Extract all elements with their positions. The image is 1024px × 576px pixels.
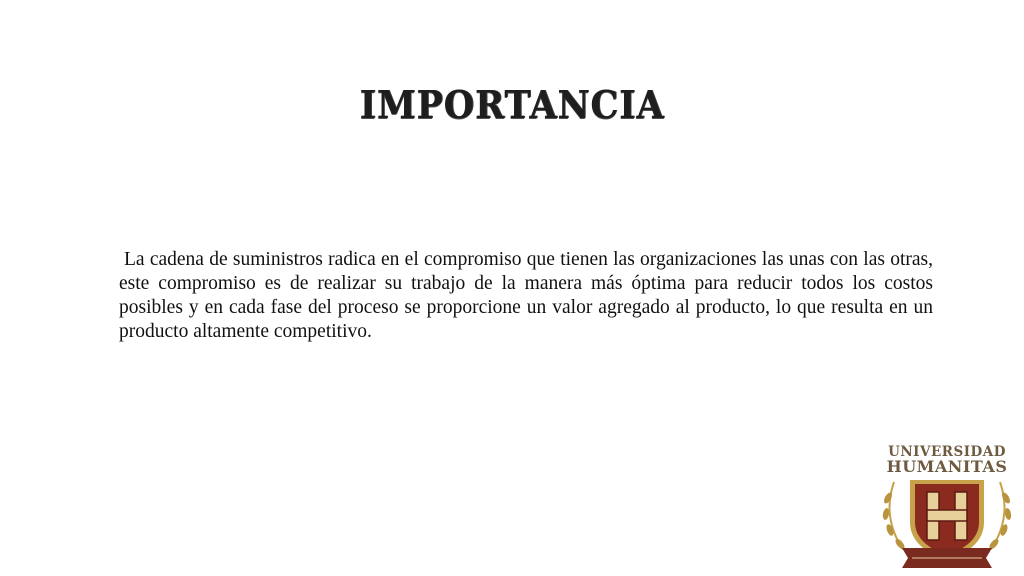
- slide-title: IMPORTANCIA: [359, 82, 665, 127]
- slide-paragraph: La cadena de suministros radica en el compromiso que tienen las organizaciones las unas con las otras, este compromiso es de realizar su trabajo de la manera más óptima para reducir todos los costos posibles y en cada fase del proceso se proporcione un valor agregado al producto, lo que resulta en un producto altamente competitivo.: [119, 249, 933, 342]
- logo-wordmark-humanitas: HUMANITAS: [886, 457, 1008, 476]
- university-logo: [872, 436, 1022, 572]
- logo-wordmark-universidad: UNIVERSIDAD: [888, 444, 1006, 460]
- shield-emblem-icon: [872, 436, 1022, 572]
